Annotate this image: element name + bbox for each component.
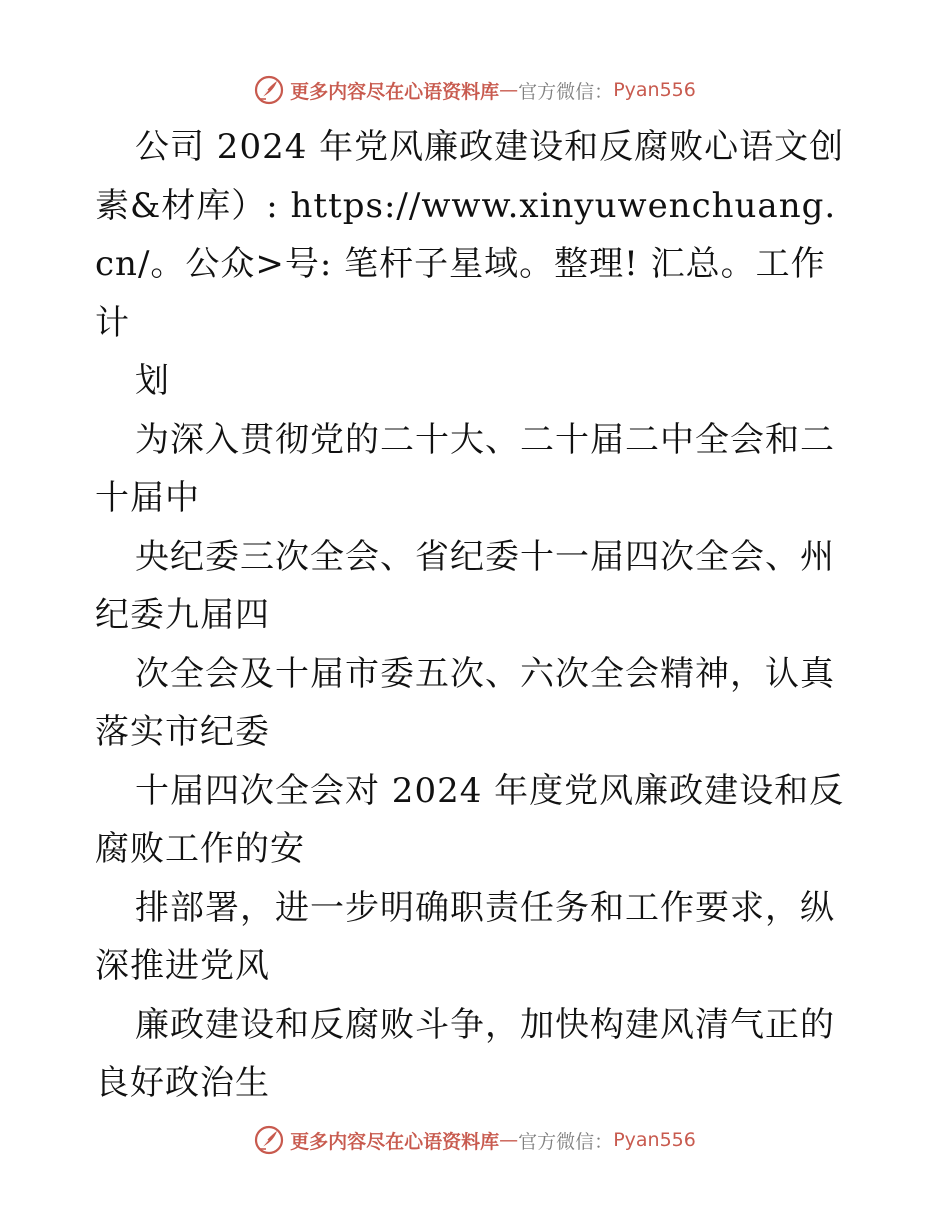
banner-wechat-label: 官方微信：	[518, 80, 614, 103]
banner-wechat-label: 官方微信：	[518, 1130, 614, 1153]
banner-brand-text: 更多内容尽在心语资料库	[290, 1130, 500, 1153]
banner-separator: —	[499, 79, 519, 101]
banner-separator: —	[499, 1129, 519, 1151]
header-watermark-banner	[0, 72, 950, 108]
body-paragraph: 廉政建设和反腐败斗争，加快构建风清气正的良好政治生	[95, 1004, 835, 1103]
banner-wechat-id: Pyan556	[613, 1129, 696, 1151]
body-paragraph: 公司 2024 年党风廉政建设和反腐败心语文创素&材库）: https://www.xinyuwenchuang.cn/。公众>号: 笔杆子星域。整理! 汇总。工作计	[95, 127, 845, 343]
body-paragraph: 排部署，进一步明确职责任务和工作要求，纵深推进党风	[95, 887, 835, 986]
body-paragraph: 划	[135, 361, 170, 401]
footer-watermark-banner	[0, 1122, 950, 1158]
body-paragraph: 十届四次全会对 2024 年度党风廉政建设和反腐败工作的安	[95, 770, 845, 869]
body-paragraph: 为深入贯彻党的二十大、二十届二中全会和二十届中	[95, 419, 835, 518]
banner-brand-text: 更多内容尽在心语资料库	[290, 80, 500, 103]
banner-wechat-id: Pyan556	[613, 79, 696, 101]
body-paragraph: 次全会及十届市委五次、六次全会精神，认真落实市纪委	[95, 653, 835, 752]
body-paragraph: 央纪委三次全会、省纪委十一届四次全会、州纪委九届四	[95, 536, 835, 635]
quill-logo-icon	[254, 1125, 284, 1155]
document-body	[95, 118, 855, 1113]
quill-logo-icon	[254, 75, 284, 105]
